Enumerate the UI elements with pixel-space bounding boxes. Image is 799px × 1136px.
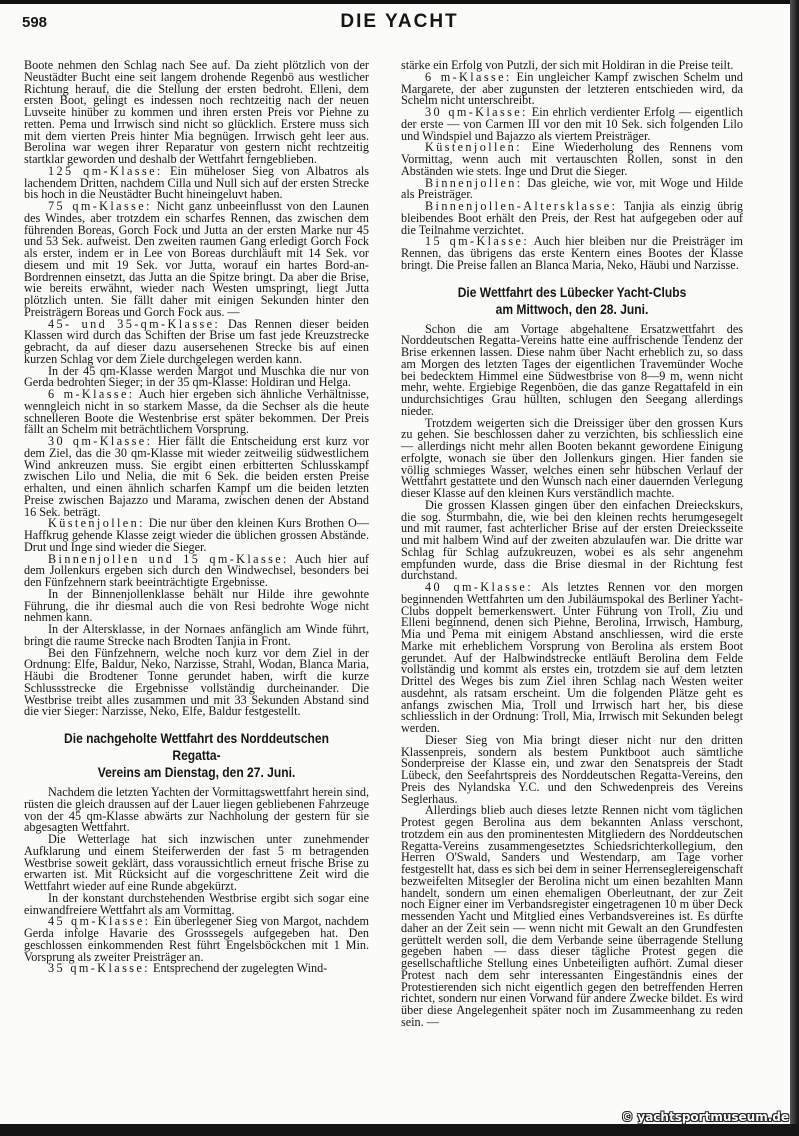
section-heading-line-1: Die nachgeholte Wettfahrt des Norddeutschen Regatta- <box>64 731 329 763</box>
paragraph-text: Das Rennen dieser beiden Klassen wird durch das Schiften der Brise um fast jede Kreuzstrecke gebracht, da auf dieser dazu ausersehenen Strecke bis auf einen kurzen Schlag vor dem Ziele durchgelegen werden kann. <box>24 316 369 366</box>
paragraph-text: Boote nehmen den Schlag nach See auf. Da zieht plötzlich von der Neustädter Bucht eine seit langem drohende Regenbö aus westlicher Richtung herauf, die die Stellung der ersten bedroht. Elleni, dem ersten Boot, gelingt es indessen noch rechtzeitig nach der neuen Luvseite hinüber zu kommen und ihren ersten Preis vor Piehne zu retten. Pema und Irrwisch sind nicht so glücklich. Erstere muss sich mit dem vierten Preis hinter Mia begnügen. Irrwisch geht leer aus. Berolina war wegen ihrer Reparatur von gestern nicht rechtzeitig startklar geworden und deshalb der Wettfahrt ferngeblieben. <box>24 58 369 166</box>
paragraph <box>401 805 743 1028</box>
class-label: Binnenjollen und 15 qm-Klasse: <box>48 551 289 566</box>
class-label: Küstenjollen: <box>425 140 522 155</box>
paragraph <box>24 624 369 648</box>
paragraph <box>24 363 369 390</box>
class-label: 6 m-Klasse: <box>48 387 135 401</box>
class-label: 40 qm-Klasse: <box>425 580 533 594</box>
paragraph-text: Nachdem die letzten Yachten der Vormittagswettfahrt herein sind, rüsten die gleich draussen auf der Lauer liegen gebliebenen Fahrzeuge von der 45 qm-Klasse abwärts zur Nachholung der gestern für sie abgesagten Wettfahrt. <box>24 785 369 835</box>
class-label: 6 m-Klasse: <box>425 69 512 84</box>
paragraph-text: Auch hier ergeben sich ähnliche Verhältnisse, wenngleich nicht in so starkem Masse, da die Sechser als die heute schnelleren Boote die Westenbrise erst später bekommen. Der Preis fällt an Schelm mit beträchtlichem Vorsprung. <box>24 387 369 437</box>
paragraph-text: Nicht ganz unbeeinflusst von den Launen des Windes, aber trotzdem ein scharfes Rennen, das zwischen dem führenden Boreas, Gorch Fock und Jutta an der ersten Marke nur 45 und 53 Sek. aufweist. Den zweiten raumen Gang erledigt Gorch Fock als erster, indem er in Lee von Boreas durchläuft mit 14 Sek. vor diesem und mit 19 Sek. vor Jutta, worauf ein hartes Bord-an-Bordrennen einsetzt, das Jutta an die Spitze bringt. Da aber die Brise, wie bereits erwähnt, wieder nach Westen umspringt, liegt Jutta plötzlich unten. Sie fällt daher mit einigen Sekunden hinter den Preisträgern Boreas und Gorch Fock aus. — <box>24 199 369 319</box>
class-label: 125 qm-Klasse: <box>48 163 163 178</box>
paragraph-text: Die grossen Klassen gingen über den einfachen Dreieckskurs, die sog. Sturmbahn, die, wie bei den kleinen rechts herumgesegelt und mit raumer, fast achterlicher Brise auf der ersten Dreiecksseite und mit halbem Wind auf der zweiten abzulaufen war. Die dritte war Schlag für Schlag aufzukreuzen, wobei es als sehr angenehm empfunden wurde, dass die Brise diesmal in der Richtung fest durchstand. <box>401 497 743 583</box>
scan-edge-right <box>790 0 799 1136</box>
class-label: Binnenjollen-Altersklasse: <box>425 199 618 213</box>
scan-edge-top <box>0 0 799 4</box>
paragraph <box>24 436 369 518</box>
paragraph-text: In der Altersklasse, in der Nornaes anfänglich am Winde führt, bringt die raume Strecke nach Brodten Tanjia in Front. <box>24 622 369 648</box>
class-label: 30 qm-Klasse: <box>425 105 528 119</box>
paragraph <box>24 916 369 963</box>
paragraph <box>401 321 743 418</box>
paragraph <box>24 834 369 893</box>
section-heading-line-1: Die Wettfahrt des Lübecker Yacht-Clubs <box>457 284 687 300</box>
paragraph <box>401 142 743 177</box>
section-heading <box>41 730 352 781</box>
paragraph-text: Das gleiche, wie vor, mit Woge und Hilde als Preisträger. <box>401 175 743 202</box>
class-label: Binnenjollen: <box>425 175 523 190</box>
paragraph <box>24 963 369 975</box>
section-heading-line-2: Vereins am Dienstag, den 27. Juni. <box>97 765 296 780</box>
paragraph-text: Tanjia als einzig übrig bleibendes Boot erhält den Preis, der Rest hat aufgegeben oder auf die Teilnahme verzichtet. <box>401 199 743 237</box>
class-label: 30 qm-Klasse: <box>48 434 153 448</box>
paragraph-text: Eine Wiederholung des Rennens vom Vormittag, wenn auch mit vertauschten Rollen, sonst in den Abständen wie stets. Inge und Drut die Sieger. <box>401 140 743 178</box>
paragraph-text: Hier fällt die Entscheidung erst kurz vor dem Ziel, das die 30 qm-Klasse mit wieder zeitweilig südwestlichem Wind ankreuzen muss. Sie ergibt einen erbitterten Schlusskampf zwischen Lilo und Nelia, die mit 6 Sek. die beiden ersten Preise erhalten, und einen ähnlich scharfen Kampf um die beiden letzten Preise zwischen Bajazzo und Marama, zwischen denen der Abstand 16 Sek. beträgt. <box>24 434 370 519</box>
paragraph <box>24 645 369 719</box>
paragraph <box>401 415 743 500</box>
paragraph-text: Ein müheloser Sieg von Albatros als lachendem Dritten, nachdem Cilla und Null sich auf der ersten Strecke bis hoch in die Neustädter Bucht hineingeluvt haben. <box>24 163 369 202</box>
paragraph <box>401 69 743 108</box>
class-label: 45- und 35-qm-Klasse: <box>48 316 221 331</box>
paragraph <box>24 201 369 319</box>
magazine-title: DIE YACHT <box>340 11 459 32</box>
paragraph <box>401 732 743 806</box>
paragraph <box>24 551 369 589</box>
paragraph-text: Die Wetterlage hat sich inzwischen unter zunehmender Aufklarung und einem Steiferwerden der fast 5 m betragenden Westbrise soweit geklärt, dass voraussichtlich erneut frische Brise zu erwarten ist. Mit Rücksicht auf die vorgeschrittene Zeit wird die Wettfahrt wieder auf eine Runde abgekürzt. <box>24 832 369 893</box>
paragraph <box>24 60 369 166</box>
paragraph-text: Ein ehrlich verdienter Erfolg — eigentlich der erste — von Carmen III vor den mit 10 Sek. sich folgenden Lilo und Windspiel und Bajazzo als viertem Preisträger. <box>401 105 743 143</box>
page-number: 598 <box>22 14 48 31</box>
paragraph <box>24 518 369 553</box>
paragraph <box>24 163 369 202</box>
paragraph <box>24 389 369 436</box>
paragraph <box>401 582 743 735</box>
section-heading-line-2: am Mittwoch, den 28. Juni. <box>495 301 649 317</box>
paragraph-text: Die nur über den kleinen Kurs Brothen O—Haffkrug gehende Klasse zeigt wieder die üblichen grossen Abstände. Drut und Inge sind wieder die Sieger. <box>24 516 369 554</box>
paragraph <box>401 236 743 271</box>
paragraph <box>401 107 743 142</box>
class-label: 35 qm-Klasse: <box>48 961 150 976</box>
class-label: 45 qm-Klasse: <box>48 914 151 929</box>
paragraph-text: Als letztes Rennen vor den morgen beginnenden Wettfahrten um den Jubiläumspokal des Berliner Yacht-Clubs doppelt bemerkenswert. Unter Führung von Troll, Ziu und Elleni beginnend, denen sich Piehne, Berolina, Irrwisch, Hamburg, Mia und Pema mit einigem Abstand anschliessen, wird die erste Marke mit erheblichem Vorsprung von Berolina als erstem Boot gerundet. Auf der Halbwindstrecke entläuft Berolina dem Felde vollständig und kommt als erstes ein, trotzdem sie auf dem letzten Drittel des Weges bis zum Ziel ihren Schlag nach Westen weiter ausdehnt, als ratsam erscheint. Um die folgenden Plätze geht es anfangs zwischen Mia, Troll und Irrwisch hart her, bis diese schliesslich in der Ordnung: Troll, Mia, Irrwisch mit Sekunden belegt werden. <box>401 580 744 735</box>
paragraph-text: Allerdings blieb auch dieses letzte Rennen nicht vom täglichen Protest gegen Berolina aus dem bekannten Anlass verschont, trotzdem ein aus den prominentesten Mitgliedern des Norddeutschen Regatta-Vereins zusammengesetztes Schiedsrichterkollegium, den Herren O'Swald, Sanders und Westendarp, am Tage vorher festgestellt hat, dass es sich bei dem in seiner Herrenseglereigenschaft bezweifelten Mitsegler der Berolina nicht um einen bezahlten Mann handelt, sondern um einen ehemaligen Oberleutnant, der zur Zeit noch Eigner einer im Verbandsregister eingetragenen 10 m über Deck messenden Yacht und Mitglied eines Verbandsvereines ist. Es dürfte daher an der Zeit sein — wenn nicht mit Gewalt an den Grundfesten gerüttelt werden soll, die dem Verbande seine überragende Stellung gegeben haben — dass dieser tägliche Protest gegen die gesellschaftliche Stellung eines Unbeteiligten aufhört. Zumal dieser Protest nach dem sehr interessanten Eingeständnis eines der Protestierenden sich nicht eigentlich gegen den betreffenden Herren richtet, sondern nur einen Vorwand für andere Zwecke bildet. Es wird über diese Angelegenheit später noch im Zusammeenhang zu reden sein. — <box>401 803 743 1029</box>
watermark: © yachtsportmuseum.de <box>621 1110 789 1124</box>
scan-edge-bottom <box>0 1124 799 1136</box>
paragraph <box>401 201 743 236</box>
paragraph <box>24 586 369 625</box>
paragraph-text: Auch hier bleiben nur die Preisträger im Rennen, das übrigens das erste Kentern eines Bootes der Klasse bringt. Die Preise fallen an Blanca Maria, Neko, Häubi und Narzisse. <box>401 234 743 272</box>
paragraph <box>401 497 743 583</box>
section-heading <box>418 284 726 318</box>
paragraph-text: Trotzdem weigerten sich die Dreissiger über den grossen Kurs zu gehen. Sie beschlossen daher zu verzichten, bis schliesslich eine — allerdings nicht mehr allen Booten bekannt gewordene Einigung erfolgte, wonach sie über den Jollenkurs gingen. Hier fanden sie völlig schmieges Wasser, welches einen sehr hübschen Verlauf der Wettfahrt gestattete und den Wunsch nach einer dauernden Verlegung dieser Klasse auf den kleinen Kurs verständlich machte. <box>401 415 743 500</box>
paragraph-text: Auch hier auf dem Jollenkurs ergeben sich durch den Windwechsel, besonders bei den Fünfzehnern stark beeinträchtigte Ergebnisse. <box>24 551 369 589</box>
class-label: Küstenjollen: <box>48 516 145 531</box>
paragraph-text: stärke ein Erfolg von Putzli, der sich mit Holdiran in die Preise teilt. <box>401 58 734 72</box>
paragraph-text: Entsprechend der zugelegten Wind- <box>149 961 328 976</box>
paragraph-text: Dieser Sieg von Mia bringt dieser nicht nur den dritten Klassenpreis, sondern als bestem Punktboot auch sämtliche Sonderpreise der Klasse ein, und zwar den Senatspreis der Stadt Lübeck, den Seefahrtspreis des Norddeutschen Regatta-Vereins, den Preis des Nylandska Y.C. und den Schwedenpreis des Vereins Seglerhaus. <box>401 732 743 806</box>
paragraph <box>24 890 369 917</box>
paragraph-text: Schon die am Vortage abgehaltene Ersatzwettfahrt des Norddeutschen Regatta-Vereins hatte eine auffrischende Tendenz der Brise erkennen lassen. Diese nahm über Nacht erheblich zu, so dass am Morgen des letzten Tages der eigentlichen Travemünder Woche bei bedecktem Himmel eine Südwestbrise von 8—9 m, wenn nicht mehr, wehte. Ergiebige Regenböen, die das ganze Regattafeld in ein undurchsichtiges Grau hüllten, schlugen den Seegang allerdings nieder. <box>401 321 743 418</box>
class-label: 75 qm-Klasse: <box>48 199 152 213</box>
paragraph-text: In der 45 qm-Klasse werden Margot und Muschka die nur von Gerda bedrohten Sieger; in der 35 qm-Klasse: Holdiran und Helga. <box>24 363 369 390</box>
right-column <box>401 60 743 1029</box>
paragraph-text: In der konstant durchstehenden Westbrise ergibt sich sogar eine einwandfreiere Wettfahrt als am Vormittag. <box>24 890 369 917</box>
paragraph <box>24 787 369 834</box>
paragraph-text: Ein überlegener Sieg von Margot, nachdem Gerda infolge Havarie des Grosssegels aufgegeben hat. Den geschlossen einkommenden Rest führt Engelsböckchen mit 1 Min. Vorsprung als zweiter Preisträger an. <box>24 914 369 964</box>
class-label: 15 qm-Klasse: <box>425 234 530 249</box>
paragraph <box>401 175 743 202</box>
left-column <box>24 60 369 975</box>
paragraph-text: Bei den Fünfzehnern, welche noch kurz vor dem Ziel in der Ordnung: Elfe, Baldur, Neko, Narzisse, Strahl, Wodan, Blanca Maria, Häubi die Brodtener Tonne gerundet haben, wirft die kurze Schlussstrecke die Ergebnisse vollständig durcheinander. Die Westbrise treibt alles zusammen und mit 33 Sekunden Abstand sind die vier Sieger: Narzisse, Neko, Elfe, Baldur festgestellt. <box>24 645 369 719</box>
paragraph-text: In der Binnenjollenklasse behält nur Hilde ihre gewohnte Führung, die ihr diesmal auch die von Resi bedrohte Woge nicht nehmen kann. <box>24 586 369 625</box>
paragraph <box>24 316 369 366</box>
paragraph-text: Ein ungleicher Kampf zwischen Schelm und Margarete, der aber zugunsten der letzteren entschieden wird, da Schelm nicht unterschreibt. <box>401 69 743 108</box>
